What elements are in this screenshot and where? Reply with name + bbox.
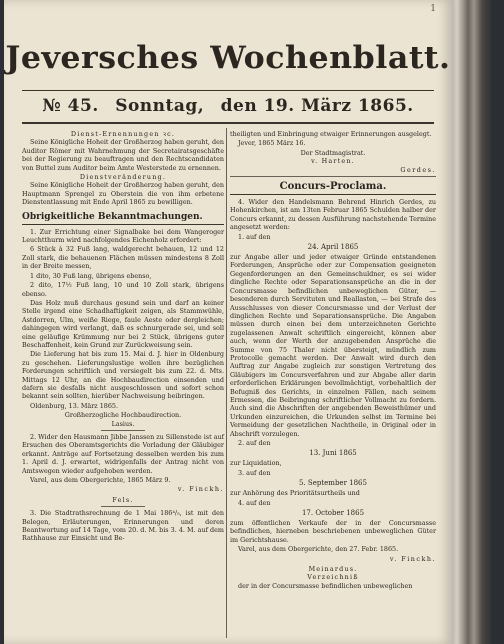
masthead-rule-top (22, 90, 434, 91)
obrig-paragraph-1: 1. Zur Errichtung einer Signalbake bei dem Wangeroger Leuchtthurm wird nachfolgendes Eichenholz erfordert: (22, 227, 224, 245)
term-4-label: 4. auf den (238, 498, 271, 507)
issue-line (24, 96, 432, 116)
separator (101, 506, 145, 507)
term-4-date: 17. October 1865 (301, 509, 365, 518)
jever-signature: v. Harten. (311, 157, 355, 166)
concurs-date: Varel, aus dem Obergerichte, den 27. Febr. 1865. (238, 545, 399, 554)
obrig-date: Oldenburg, 13. März 1865. (30, 401, 118, 410)
gerdes-signature: Gerdes. (400, 165, 436, 174)
obrig-paragraph-4: 2 dito, 17½ Fuß lang, 10 und 10 Zoll stark, übrigens ebenso. (22, 281, 224, 298)
term-2-text: zur Liquidation, (230, 459, 282, 468)
dienst-text: Seine Königliche Hoheit der Großherzog haben geruht, den Auditor Römer mit Wahrnehmung der Secretairatsgeschäfte bei der Regierung zu beauftragen und den Rechtscandidaten von Buttel zum Auditor beim Amte Westerstede zu ernennen. (22, 138, 224, 172)
book-spine-edge (448, 0, 504, 644)
jever-council: Der Stadtmagistrat. (300, 148, 366, 157)
notice-3-text: 3. Die Stadtrathsrechnung de 1 Mai 186⁴/₅, ist mit den Belegen, Erläuterungen, Erinnerungen und deren Beantwortung auf 14 Tage, vom 20. d. M. bis 3. 4. M. auf dem Rathhause zur Einsicht und Be- (22, 509, 224, 543)
term-4-text: zum öffentlichen Verkaufe der in der Concursmasse befindlichen, hierneben beschriebenen unbeweglichen Güter im Gerichtshause. (230, 519, 436, 544)
verzeichniss-heading: Verzeichniß (307, 573, 359, 582)
notice-2-signature: v. Finckh. (177, 485, 224, 494)
veraenderung-text: Seine Königliche Hoheit der Großherzog haben geruht, den Hauptmann Sprengel zu Oberstein die von ihm erbetene Dienstentlassung mit Ende April 1865 zu bewilligen. (22, 181, 224, 207)
notice-2-date: Varel, aus dem Obergerichte, 1865 März 9. (30, 476, 171, 485)
obrig-signature-office: Großherzogliche Hochbaudirection. (64, 411, 182, 420)
issue-date: den 19. März 1865. (220, 96, 414, 116)
term-2-label: 2. auf den (238, 439, 271, 447)
fels-signature: Fels. (112, 495, 134, 504)
newspaper-page (4, 0, 452, 644)
term-1-date: 24. April 1865 (307, 243, 359, 252)
section-veraenderung-heading: Dienstveränderung. (79, 173, 167, 182)
obrig-signature-name: Lasius. (111, 419, 135, 428)
concurs-intro: 4. Wider den Handelsmann Behrend Hinrich Gerdes, zu Hohenkirchen, ist am 13ten Februar 1865 Schulden halber der Concurs erkannt, zu dessen Ausführung nachstehende Termine angesetzt werden: (230, 198, 436, 232)
section-obrigkeitlich-heading: Obrigkeitliche Bekanntmachungen. (22, 211, 224, 225)
section-dienst-heading: Dienst-Ernennungen ꝛc. (70, 130, 176, 138)
masthead-title: Jeversches Wochenblatt. (5, 40, 451, 76)
concurs-proclama-heading: Concurs-Proclama. (230, 181, 436, 195)
notice-2-text: 2. Wider den Hausmann Jibbe Janssen zu Sillenstede ist auf Ersuchen des Oberamtsgerichts die Vorladung der Gläubiger erkannt. Anträge auf Fortsetzung desselben werden bis zum 1. April d. J. erwartet, widrigenfalls der Antrag nicht von Amtswegen wieder aufgehoben werden. (22, 433, 224, 475)
issue-weekday: Sonntag, (115, 96, 205, 116)
term-2-date: 13. Juni 1865 (309, 449, 357, 458)
separator (230, 176, 436, 177)
masthead-rule-bottom (22, 122, 434, 124)
term-3-text: zur Anhörung des Prioritätsurtheils und (230, 489, 360, 498)
right-column (230, 130, 436, 591)
separator (101, 430, 145, 431)
term-1-text: zur Angabe aller und jeder etwaiger Gründe entstandenen Forderungen, Ansprüche oder zur Compensation geeigneten Gegenforderungen an den Gemeinschuldner, es sei wider dingliche Rechte oder Separationsansprüche an die in der Concursmasse befindlichen unbeweglichen Güter, —besonderen durch Servituten und Reallasten, — bei Strafe des Ausschlusses von dieser Concursmasse und der Verlust der dinglichen Rechte und Separationsansprüche. Die Angaben müssen durch einen bei dem unterzeichneten Gerichte zugelassenen Anwalt schriftlich eingereicht, können aber auch, wenn der Werth der anzugebenden Ansprüche die Summe von 75 Thaler nicht übersteigt, mündlich zum Protocolle gemacht werden. Der Anwalt wird durch den Auftrag zur Angabe zugleich zur sonstigen Vertretung des Gläubigers im Concursverfahren und zur Abgabe aller darin erforderlichen Erklärungen bevollmächtigt, vorbehaltlich der Befugniß des Gerichts, in einzelnen Fällen, nach seinem Ermessen, die Beibringung schriftlicher Vollmacht zu fordern. Auch sind die Abschriften der angebenden Beweisthümer und Urkunden einzureichen, die Urkunden selbst im Termine bei Vermeidung der gesetzlichen Nachtheile, in Original oder in Abschrift vorzulegen. (230, 253, 436, 438)
jever-date: Jever, 1865 März 16. (238, 139, 306, 148)
term-3-label: 3. auf den (238, 468, 271, 477)
left-column (22, 130, 224, 544)
obrig-paragraph-6: Die Lieferung hat bis zum 15. Mai d. J. hier in Oldenburg zu geschehen. Lieferungslustige wollen ihre bezüglichen Forderungen schriftlich und versiegelt bis zum 22. d. Mts. Mittags 12 Uhr, an die Hochbaudirection einsenden und dafern sie desfalls nicht ausgeschlossen und sofort schon bekannt sein sollten, hierüber Nachweisung beibringen. (22, 350, 224, 401)
page-number: 1 (430, 4, 436, 14)
column-divider (226, 128, 227, 638)
verzeichniss-text: der in der Concursmasse befindlichen unbeweglichen (238, 581, 413, 590)
concurs-signature: v. Finckh. (389, 554, 436, 563)
term-1-label: 1. auf den (238, 232, 271, 241)
obrig-paragraph-3: 1 dito, 30 Fuß lang, übrigens ebenso, (30, 271, 152, 280)
continued-text: theiligten und Einbringung etwaiger Erinnerungen ausgelegt. (230, 130, 432, 138)
meinardus-signature: Meinardus. (308, 565, 358, 574)
obrig-paragraph-2: 6 Stück à 32 Fuß lang, waldgerecht behauen, 12 und 12 Zoll stark, die behauenen Flächen müssen mindestens 8 Zoll in der Breite messen, (22, 245, 224, 271)
term-3-date: 5. September 1865 (299, 479, 367, 488)
issue-number: № 45. (42, 96, 99, 116)
obrig-paragraph-5: Das Holz muß durchaus gesund sein und darf an keiner Stelle irgend eine Schadhaftigkeit zeigen, als Stammwühle, Astdorren, Ulm, weiße Riege, faule Aeste oder dergleichen; dahingegen wird verlangt, daß es schnurgerade sei, und soll eine geläufige Krümmung nur bei 2 Stück, übrigens guter Beschaffenheit, kein Grund zur Zurückweisung sein. (22, 298, 224, 349)
